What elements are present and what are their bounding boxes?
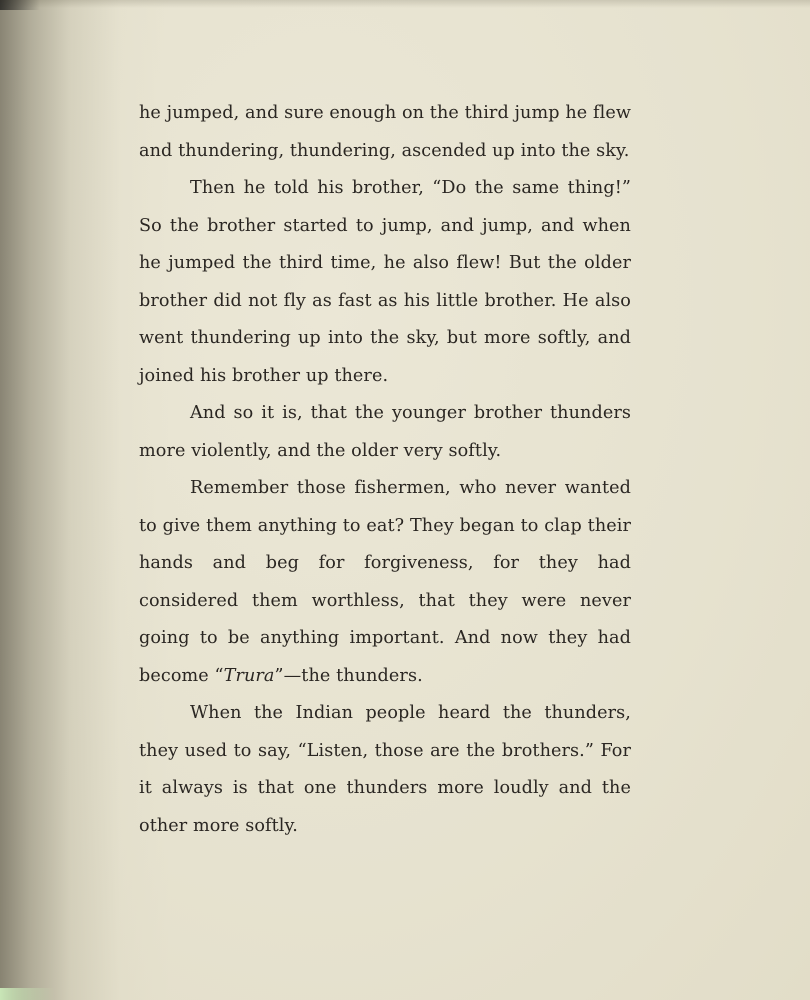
paragraph-4 bbox=[139, 470, 631, 695]
paragraph-4-italic-word: Trura bbox=[223, 665, 275, 686]
page-top-shadow bbox=[0, 0, 810, 8]
page-corner-shadow bbox=[0, 0, 40, 10]
body-text bbox=[139, 95, 631, 845]
paragraph-5: When the Indian people heard the thunders, they used to say, “Listen, those are the brothers.” For it always is that one thunders more loudly and the other more softly. bbox=[139, 703, 631, 836]
paragraph-1: he jumped, and sure enough on the third jump he flew and thundering, thundering, ascended up into the sky. bbox=[139, 103, 631, 161]
paragraph-2: Then he told his brother, “Do the same thing!” So the brother started to jump, and jump, and when he jumped the third time, he also flew! But the older brother did not fly as fast as his little brother. He also went thundering up into the sky, but more softly, and joined his brother up there. bbox=[139, 178, 631, 386]
paragraph-3: And so it is, that the younger brother thunders more violently, and the older very softly. bbox=[139, 403, 631, 461]
paragraph-4-text-after: ”—the thunders. bbox=[274, 665, 423, 686]
paragraph-4-text-before: Remember those fishermen, who never wanted to give them anything to eat? They began to clap their hands and beg for forgiveness, for they had considered them worthless, that they were never going to be anything important. And now they had become “ bbox=[139, 478, 631, 686]
scan-edge-tint bbox=[0, 988, 55, 1000]
